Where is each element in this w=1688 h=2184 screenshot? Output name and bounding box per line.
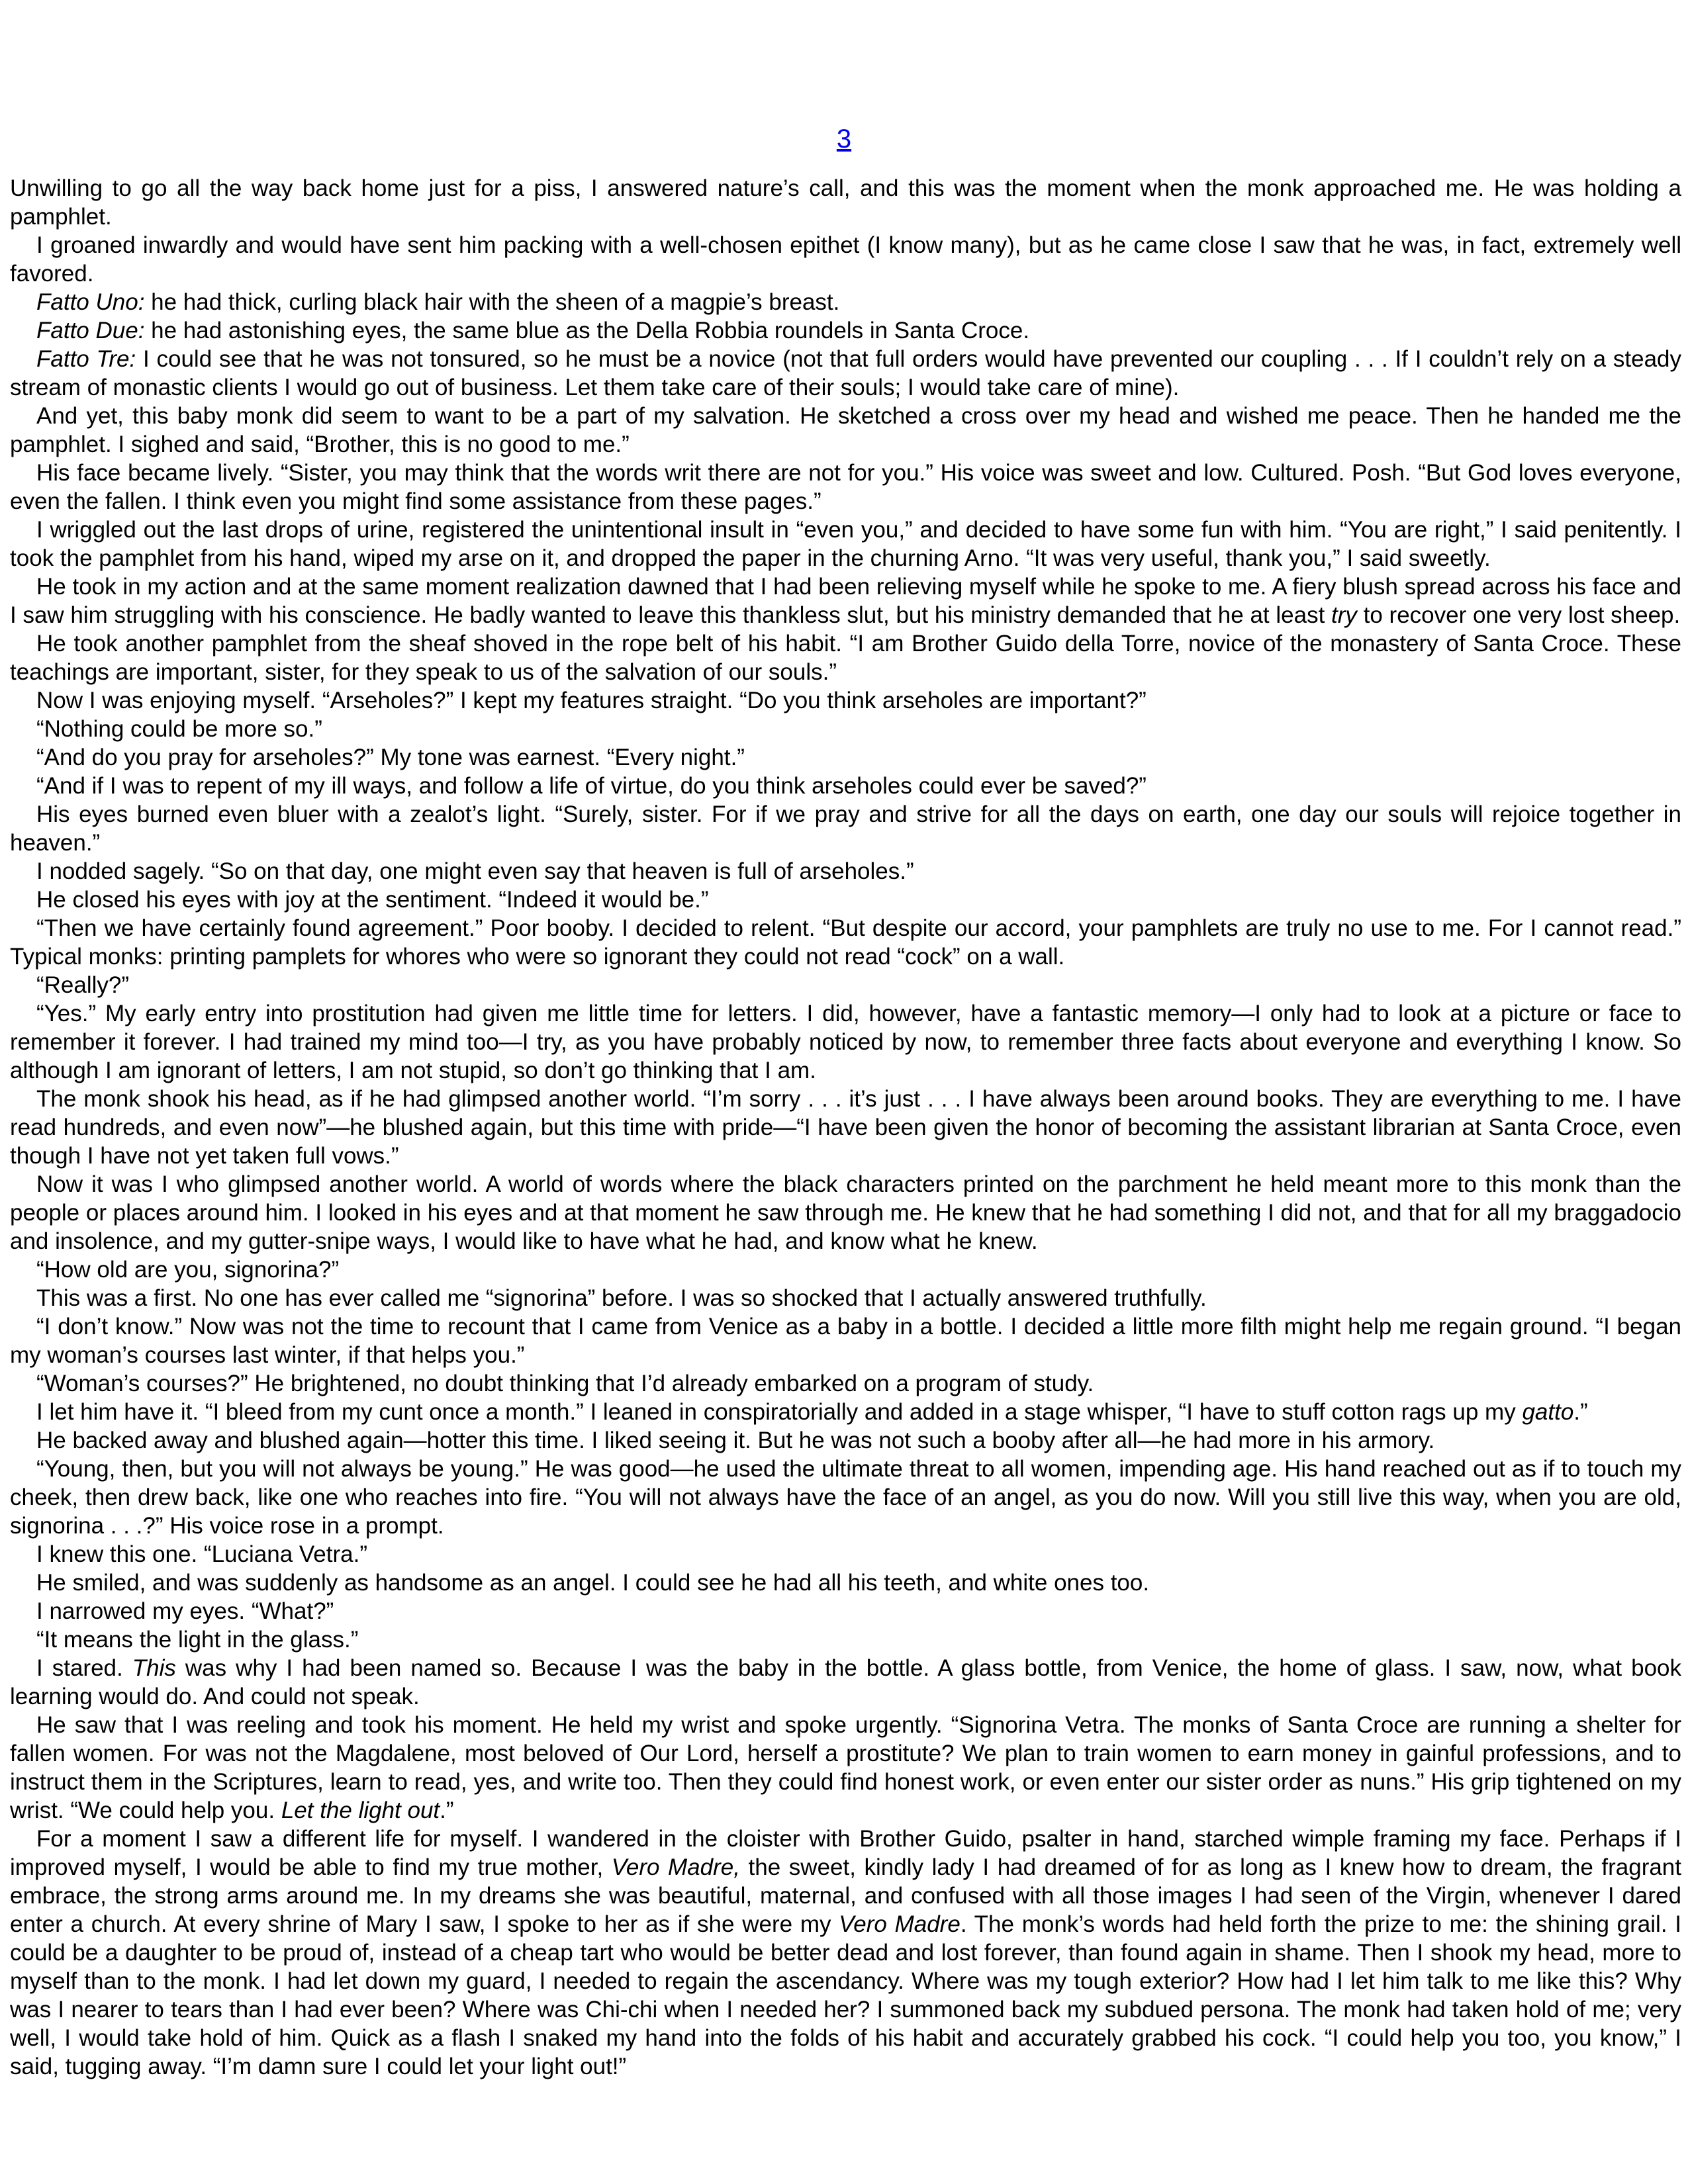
paragraph <box>10 686 1681 715</box>
paragraph-text: “Young, then, but you will not always be young.” He was good—he used the ultimate threat to all women, impending age. His hand reached out as if to touch my cheek, then drew back, like one who reaches into fire. “You will not always have the face of an angel, as you do now. Will you still live this way, when you are old, signorina . . .?” His voice rose in a prompt. <box>10 1456 1681 1539</box>
paragraph-text: I nodded sagely. “So on that day, one might even say that heaven is full of arseholes.” <box>36 858 914 884</box>
italic-text: Let the light out <box>281 1797 440 1823</box>
paragraph-text: He saw that I was reeling and took his moment. He held my wrist and spoke urgently. “Signorina Vetra. The monks of Santa Croce are running a shelter for fallen women. For was not the Magdalene, most beloved of Our Lord, herself a prostitute? We plan to train women to earn money in gainful professions, and to instruct them in the Scriptures, learn to read, yes, and write too. Then they could find honest work, or even enter our sister order as nuns.” His grip tightened on my wrist. “We could help you. <box>10 1712 1681 1823</box>
paragraph-text: Now I was enjoying myself. “Arseholes?” I kept my features straight. “Do you think arseholes are important?” <box>36 688 1147 713</box>
paragraph <box>10 1625 1681 1654</box>
paragraph <box>10 1426 1681 1455</box>
paragraph-text: . The monk’s words had held forth the prize to me: the shining grail. I could be a daughter to be proud of, instead of a cheap tart who would be better dead and lost forever, than found again in shame. Then I shook my head, more to myself than to the monk. I had let down my guard, I needed to regain the ascendancy. Where was my tough exterior? How had I let him talk to me like this? Why was I nearer to tears than I had ever been? Where was Chi-chi when I needed her? I summoned back my subdued persona. The monk had taken hold of me; very well, I would take hold of him. Quick as a flash I snaked my hand into the folds of his habit and accurately grabbed his cock. “I could help you too, you know,” I said, tugging away. “I’m damn sure I could let your light out!” <box>10 1911 1682 2079</box>
page-number-link[interactable]: 3 <box>836 124 852 154</box>
paragraph <box>10 1569 1681 1597</box>
paragraph <box>10 1654 1681 1711</box>
paragraph <box>10 1255 1681 1284</box>
paragraph <box>10 971 1681 999</box>
paragraph <box>10 316 1681 345</box>
paragraph <box>10 1085 1681 1170</box>
paragraph-text: “How old are you, signorina?” <box>36 1257 340 1283</box>
paragraph <box>10 1398 1681 1426</box>
paragraph <box>10 174 1681 231</box>
paragraph-text: His face became lively. “Sister, you may think that the words writ there are not for you.” His voice was sweet and low. Cultured. Posh. “But God loves everyone, even the fallen. I think even you might find some assistance from these pages.” <box>10 460 1681 514</box>
italic-text: Vero Madre, <box>611 1854 740 1880</box>
paragraph-text: he had astonishing eyes, the same blue as the Della Robbia roundels in Santa Croce. <box>144 318 1030 343</box>
paragraph-text: This was a first. No one has ever called me “signorina” before. I was so shocked that I actually answered truthfully. <box>36 1285 1207 1311</box>
paragraph-text: to recover one very lost sheep. <box>1356 602 1681 628</box>
paragraph <box>10 629 1681 686</box>
paragraph <box>10 1312 1681 1369</box>
paragraph-text: And yet, this baby monk did seem to want to be a part of my salvation. He sketched a cross over my head and wished me peace. Then he handed me the pamphlet. I sighed and said, “Brother, this is no good to me.” <box>10 403 1681 457</box>
paragraph <box>10 231 1681 288</box>
paragraph-text: I knew this one. “Luciana Vetra.” <box>36 1541 367 1567</box>
paragraph-text: I wriggled out the last drops of urine, registered the unintentional insult in “even you,” and decided to have some fun with him. “You are right,” I said penitently. I took the pamphlet from his hand, wiped my arse on it, and dropped the paper in the churning Arno. “It was very useful, thank you,” I said sweetly. <box>10 517 1681 571</box>
paragraph <box>10 999 1681 1085</box>
paragraph-text: He took in my action and at the same moment realization dawned that I had been relieving myself while he spoke to me. A fiery blush spread across his face and I saw him struggling with his conscience. He badly wanted to leave this thankless slut, but his ministry demanded that he at least <box>10 574 1681 628</box>
italic-text: gatto <box>1522 1399 1574 1425</box>
paragraph <box>10 402 1681 459</box>
paragraph-text: “It means the light in the glass.” <box>36 1627 359 1653</box>
italic-text: Fatto Due: <box>36 318 145 343</box>
paragraph-text: I could see that he was not tonsured, so he must be a novice (not that full orders would have prevented our coupling . . . If I couldn’t rely on a steady stream of monastic clients I would go out of business. Let them take care of their souls; I would take care of mine). <box>10 346 1682 400</box>
paragraph <box>10 715 1681 743</box>
document-body <box>10 174 1681 2081</box>
paragraph-text: I groaned inwardly and would have sent him packing with a well-chosen epithet (I know many), but as he came close I saw that he was, in fact, extremely well favored. <box>10 232 1681 287</box>
paragraph <box>10 914 1681 971</box>
paragraph <box>10 857 1681 886</box>
paragraph-text: The monk shook his head, as if he had glimpsed another world. “I’m sorry . . . it’s just . . . I have always been around books. They are everything to me. I have read hundreds, and even now”—he blushed again, but this time with pride—“I have been given the honor of becoming the assistant librarian at Santa Croce, even though I have not yet taken full vows.” <box>10 1086 1681 1169</box>
paragraph <box>10 1369 1681 1398</box>
paragraph-text: he had thick, curling black hair with the sheen of a magpie’s breast. <box>144 289 840 315</box>
paragraph <box>10 1170 1681 1255</box>
paragraph-text: I narrowed my eyes. “What?” <box>36 1598 334 1624</box>
paragraph <box>10 1284 1681 1312</box>
paragraph-text: He closed his eyes with joy at the sentiment. “Indeed it would be.” <box>36 887 709 913</box>
page-number <box>0 124 1688 154</box>
paragraph <box>10 800 1681 857</box>
paragraph-text: .” <box>1573 1399 1588 1425</box>
paragraph <box>10 1597 1681 1625</box>
paragraph <box>10 743 1681 772</box>
paragraph <box>10 572 1681 629</box>
paragraph <box>10 886 1681 914</box>
paragraph-text: the sweet, kindly lady I had dreamed of for as long as I knew how to dream, the fragrant embrace, the strong arms around me. In my dreams she was beautiful, maternal, and confused with all those images I had seen of the Virgin, whenever I dared enter a church. At every shrine of Mary I saw, I spoke to her as if she were my <box>10 1854 1681 1937</box>
paragraph-text: “And if I was to repent of my ill ways, and follow a life of virtue, do you think arseholes could ever be saved?” <box>36 773 1147 799</box>
paragraph <box>10 1540 1681 1569</box>
paragraph-text: .” <box>440 1797 454 1823</box>
paragraph <box>10 1825 1681 2081</box>
paragraph <box>10 459 1681 516</box>
italic-text: try <box>1331 602 1357 628</box>
italic-text: This <box>132 1655 176 1681</box>
paragraph-text: was why I had been named so. Because I was the baby in the bottle. A glass bottle, from Venice, the home of glass. I saw, now, what book learning would do. And could not speak. <box>10 1655 1682 1709</box>
paragraph-text: Unwilling to go all the way back home just for a piss, I answered nature’s call, and this was the moment when the monk approached me. He was holding a pamphlet. <box>10 175 1681 230</box>
paragraph-text: He took another pamphlet from the sheaf shoved in the rope belt of his habit. “I am Brother Guido della Torre, novice of the monastery of Santa Croce. These teachings are important, sister, for they speak to us of the salvation of our souls.” <box>10 631 1681 685</box>
paragraph-text: “Woman’s courses?” He brightened, no doubt thinking that I’d already embarked on a program of study. <box>36 1371 1094 1396</box>
paragraph-text: For a moment I saw a different life for myself. I wandered in the cloister with Brother Guido, psalter in hand, starched wimple framing my face. Perhaps if I improved myself, I would be able to find my true mother, <box>10 1826 1681 1880</box>
paragraph-text: “And do you pray for arseholes?” My tone was earnest. “Every night.” <box>36 745 745 770</box>
paragraph <box>10 516 1681 572</box>
paragraph-text: “Yes.” My early entry into prostitution had given me little time for letters. I did, however, have a fantastic memory—I only had to look at a picture or face to remember it forever. I had trained my mind too—I try, as you have probably noticed by now, to remember three facts about everyone and everything I know. So although I am ignorant of letters, I am not stupid, so don’t go thinking that I am. <box>10 1001 1681 1083</box>
paragraph-text: His eyes burned even bluer with a zealot’s light. “Surely, sister. For if we pray and strive for all the days on earth, one day our souls will rejoice together in heaven.” <box>10 801 1681 856</box>
paragraph-text: “I don’t know.” Now was not the time to recount that I came from Venice as a baby in a bottle. I decided a little more filth might help me regain ground. “I began my woman’s courses last winter, if that helps you.” <box>10 1314 1681 1368</box>
paragraph-text: “Then we have certainly found agreement.” Poor booby. I decided to relent. “But despite our accord, your pamphlets are truly no use to me. For I cannot read.” Typical monks: printing pamplets for whores who were so ignorant they could not read “cock” on a wall. <box>10 915 1681 970</box>
italic-text: Fatto Uno: <box>36 289 145 315</box>
paragraph-text: Now it was I who glimpsed another world. A world of words where the black characters printed on the parchment he held meant more to this monk than the people or places around him. I looked in his eyes and at that moment he saw through me. He knew that he had something I did not, and that for all my braggadocio and insolence, and my gutter-snipe ways, I would like to have what he had, and know what he knew. <box>10 1171 1681 1254</box>
paragraph <box>10 1711 1681 1825</box>
italic-text: Fatto Tre: <box>36 346 136 372</box>
paragraph <box>10 1455 1681 1540</box>
paragraph <box>10 772 1681 800</box>
paragraph <box>10 345 1681 402</box>
paragraph <box>10 288 1681 316</box>
paragraph-text: He smiled, and was suddenly as handsome as an angel. I could see he had all his teeth, and white ones too. <box>36 1570 1150 1596</box>
paragraph-text: I let him have it. “I bleed from my cunt once a month.” I leaned in conspiratorially and added in a stage whisper, “I have to stuff cotton rags up my <box>36 1399 1523 1425</box>
paragraph-text: “Nothing could be more so.” <box>36 716 322 742</box>
paragraph-text: “Really?” <box>36 972 130 998</box>
paragraph-text: He backed away and blushed again—hotter this time. I liked seeing it. But he was not such a booby after all—he had more in his armory. <box>36 1428 1435 1453</box>
italic-text: Vero Madre <box>839 1911 961 1937</box>
paragraph-text: I stared. <box>36 1655 132 1681</box>
